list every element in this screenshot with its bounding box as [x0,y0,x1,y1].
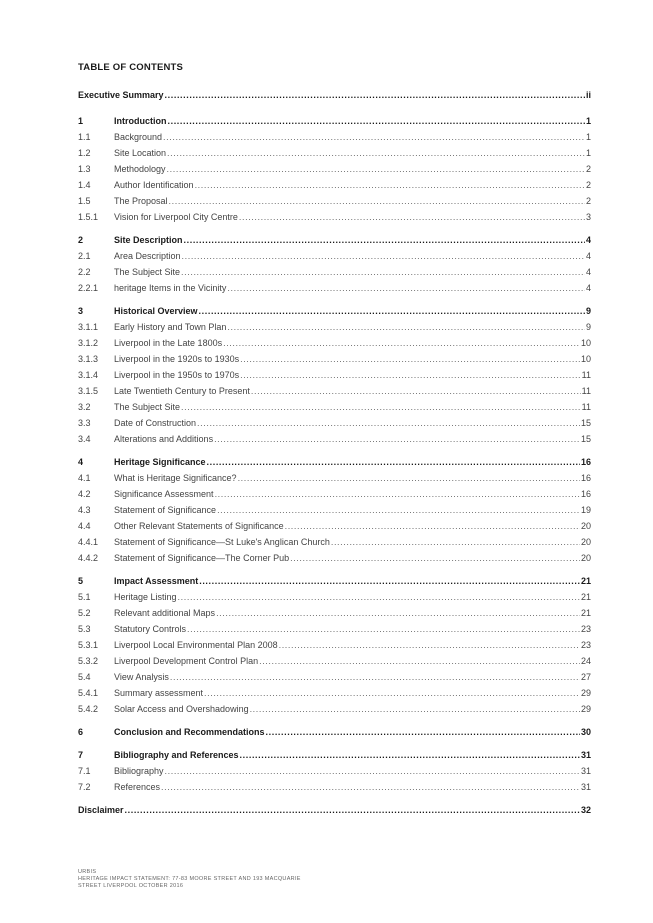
toc-entry-page: 4 [585,267,591,277]
toc-entry[interactable] [78,487,591,500]
toc-entry-page: 2 [585,196,591,206]
toc-entry-number: 2.2.1 [78,283,99,293]
toc-entry[interactable] [78,368,591,381]
toc-entry[interactable] [78,88,591,101]
toc-entry[interactable] [78,590,591,603]
toc-leader-dots [161,782,580,793]
toc-entry-number: 4.1 [78,473,91,483]
toc-leader-dots [216,608,580,619]
toc-entry-number: 1.5.1 [78,212,99,222]
toc-leader-dots [204,688,580,699]
toc-entry[interactable] [78,416,591,429]
toc-entry[interactable] [78,320,591,333]
toc-entry-title: Summary assessment [114,688,204,698]
toc-entry-number: 3.3 [78,418,91,428]
toc-leader-dots [167,148,585,159]
toc-entry[interactable] [78,146,591,159]
toc-entry-title: Site Description [114,235,183,245]
toc-entry[interactable] [78,535,591,548]
toc-entry-title: Conclusion and Recommendations [114,727,265,737]
toc-leader-dots [279,640,580,651]
toc-entry-title: Liverpool in the 1950s to 1970s [114,370,240,380]
toc-entry-title: Statement of Significance [114,505,217,515]
toc-entry-page: 20 [580,553,591,563]
toc-entry-page: 11 [581,386,591,396]
toc-entry-title: Solar Access and Overshadowing [114,704,249,714]
toc-entry[interactable] [78,336,591,349]
toc-entry[interactable] [78,265,591,278]
toc-leader-dots [178,592,580,603]
toc-entry-number: 5.4.1 [78,688,99,698]
toc-leader-dots [181,402,581,413]
toc-entry[interactable] [78,130,591,143]
toc-entry[interactable] [78,503,591,516]
toc-entry-title: Early History and Town Plan [114,322,227,332]
toc-heading: TABLE OF CONTENTS [78,62,184,73]
toc-entry-number: 3.1.1 [78,322,99,332]
toc-entry-number: 1.4 [78,180,91,190]
toc-leader-dots [199,306,585,317]
toc-leader-dots [266,727,580,738]
toc-entry-page: 11 [581,370,591,380]
toc-entry-title: Area Description [114,251,181,261]
toc-entry-page: 20 [580,521,591,531]
toc-entry-page: 29 [580,704,591,714]
toc-entry[interactable] [78,748,591,761]
toc-entry-number: 5 [78,576,84,586]
toc-entry-title: Alterations and Additions [114,434,214,444]
toc-entry-page: 21 [580,576,591,586]
toc-entry-page: 4 [585,283,591,293]
toc-entry-number: 4.4 [78,521,91,531]
toc-leader-dots [240,750,580,761]
toc-entry-page: 2 [585,164,591,174]
toc-entry[interactable] [78,384,591,397]
toc-entry-title: Date of Construction [114,418,197,428]
toc-leader-dots [240,370,581,381]
toc-entry-page: 16 [580,457,591,467]
toc-entry-page: 32 [580,805,591,815]
toc-leader-dots [167,164,585,175]
toc-entry-number: 5.4.2 [78,704,99,714]
footer-document-title: HERITAGE IMPACT STATEMENT: 77-83 MOORE STREET AND 193 MACQUARIE [78,876,301,882]
toc-entry-number: 6 [78,727,84,737]
toc-entry-title: Bibliography [114,766,164,776]
toc-entry-page: 1 [585,132,591,142]
toc-entry-number: 1.3 [78,164,91,174]
toc-entry-page: 16 [580,473,591,483]
toc-entry-title: Site Location [114,148,167,158]
toc-leader-dots [227,283,585,294]
toc-entry-title: Liverpool in the 1920s to 1930s [114,354,240,364]
toc-entry-number: 2.2 [78,267,91,277]
toc-leader-dots [331,537,580,548]
toc-entry-page: 24 [580,656,591,666]
toc-entry-page: 21 [580,592,591,602]
toc-entry-title: Heritage Significance [114,457,206,467]
toc-entry[interactable] [78,249,591,262]
toc-leader-dots [125,805,580,816]
toc-entry-page: 10 [580,354,591,364]
footer-document-subtitle: STREET LIVERPOOL OCTOBER 2016 [78,883,184,889]
toc-entry-title: Vision for Liverpool City Centre [114,212,238,222]
toc-leader-dots [217,505,580,516]
toc-entry[interactable] [78,432,591,445]
toc-entry-title: The Proposal [114,196,168,206]
toc-entry-title: Statement of Significance—St Luke's Anglican Church [114,537,330,547]
toc-entry-title: Heritage Listing [114,592,177,602]
toc-entry-title: Introduction [114,116,167,126]
toc-entry-number: 1 [78,116,84,126]
toc-entry-number: 5.4 [78,672,91,682]
toc-leader-dots [238,473,580,484]
toc-entry[interactable] [78,281,591,294]
toc-entry-number: 4.4.2 [78,553,99,563]
toc-entry[interactable] [78,702,591,715]
toc-leader-dots [290,553,580,564]
toc-entry-number: 4.3 [78,505,91,515]
toc-entry-number: 7.1 [78,766,91,776]
toc-entry-page: 10 [580,338,591,348]
toc-entry-number: 3.1.2 [78,338,99,348]
toc-leader-dots [251,386,581,397]
toc-leader-dots [285,521,580,532]
toc-entry-title: Executive Summary [78,90,164,100]
toc-leader-dots [168,116,585,127]
toc-entry[interactable] [78,670,591,683]
toc-entry-page: 31 [580,782,591,792]
toc-entry[interactable] [78,606,591,619]
toc-entry-page: 4 [585,251,591,261]
toc-leader-dots [182,251,585,262]
toc-entry-title: References [114,782,161,792]
toc-entry-title: Relevant additional Maps [114,608,216,618]
toc-entry-number: 3 [78,306,84,316]
toc-entry-page: 15 [580,418,591,428]
toc-entry-number: 3.4 [78,434,91,444]
toc-leader-dots [181,267,585,278]
toc-leader-dots [165,766,580,777]
toc-leader-dots [169,196,585,207]
toc-entry-title: Bibliography and References [114,750,239,760]
toc-entry-number: 4.2 [78,489,91,499]
toc-leader-dots [165,90,585,101]
toc-entry[interactable] [78,725,591,738]
toc-entry-number: 3.1.3 [78,354,99,364]
toc-entry-page: 21 [580,608,591,618]
toc-entry[interactable] [78,780,591,793]
toc-entry-page: 19 [580,505,591,515]
toc-entry[interactable] [78,114,591,127]
toc-entry-title: What is Heritage Significance? [114,473,237,483]
toc-leader-dots [239,212,585,223]
toc-entry-number: 1.1 [78,132,91,142]
toc-entry-title: View Analysis [114,672,169,682]
toc-entry-number: 2 [78,235,84,245]
toc-entry-title: Liverpool in the Late 1800s [114,338,223,348]
toc-entry-number: 3.2 [78,402,91,412]
toc-entry-page: 2 [585,180,591,190]
toc-entry-title: Liverpool Local Environmental Plan 2008 [114,640,278,650]
footer-company: URBIS [78,869,97,875]
toc-entry-title: Statement of Significance—The Corner Pub [114,553,290,563]
toc-entry-page: 4 [585,235,591,245]
toc-entry-number: 1.2 [78,148,91,158]
toc-entry-title: heritage Items in the Vicinity [114,283,227,293]
toc-entry-title: Methodology [114,164,166,174]
toc-entry-number: 2.1 [78,251,91,261]
toc-entry-title: Historical Overview [114,306,198,316]
toc-entry-title: Disclaimer [78,805,124,815]
toc-leader-dots [184,235,585,246]
toc-leader-dots [163,132,585,143]
toc-entry-page: 1 [585,116,591,126]
toc-entry-title: Liverpool Development Control Plan [114,656,259,666]
toc-entry[interactable] [78,686,591,699]
toc-entry[interactable] [78,574,591,587]
toc-entry-number: 5.3 [78,624,91,634]
toc-entry-page: 11 [581,402,591,412]
toc-leader-dots [195,180,585,191]
toc-entry-number: 5.1 [78,592,91,602]
toc-entry-number: 1.5 [78,196,91,206]
toc-entry-page: 9 [585,322,591,332]
toc-entry-page: 1 [585,148,591,158]
toc-entry-page: 30 [580,727,591,737]
toc-entry-title: Author Identification [114,180,194,190]
toc-entry-number: 5.3.1 [78,640,99,650]
toc-entry-page: 27 [580,672,591,682]
toc-entry-number: 4.4.1 [78,537,99,547]
toc-entry-page: 15 [580,434,591,444]
toc-entry[interactable] [78,400,591,413]
toc-entry[interactable] [78,654,591,667]
toc-entry-page: 23 [580,624,591,634]
toc-entry[interactable] [78,194,591,207]
toc-entry-title: Other Relevant Statements of Significance [114,521,284,531]
toc-entry-page: 9 [585,306,591,316]
toc-entry-number: 5.3.2 [78,656,99,666]
toc-leader-dots [170,672,580,683]
toc-entry-title: The Subject Site [114,402,181,412]
toc-entry[interactable] [78,519,591,532]
toc-leader-dots [207,457,580,468]
toc-entry[interactable] [78,551,591,564]
toc-entry[interactable] [78,455,591,468]
toc-entry-number: 3.1.5 [78,386,99,396]
toc-entry-title: Impact Assessment [114,576,199,586]
toc-leader-dots [223,338,580,349]
toc-entry[interactable] [78,638,591,651]
toc-leader-dots [259,656,580,667]
toc-entry-page: 20 [580,537,591,547]
toc-entry-page: 31 [580,750,591,760]
toc-entry-title: Late Twentieth Century to Present [114,386,250,396]
toc-entry-page: ii [585,90,591,100]
toc-entry[interactable] [78,764,591,777]
toc-entry-number: 4 [78,457,84,467]
toc-entry-page: 31 [580,766,591,776]
toc-entry-title: Statutory Controls [114,624,187,634]
toc-entry[interactable] [78,304,591,317]
toc-entry[interactable] [78,210,591,223]
toc-entry[interactable] [78,233,591,246]
toc-leader-dots [227,322,585,333]
toc-leader-dots [199,576,580,587]
toc-entry-number: 7 [78,750,84,760]
toc-leader-dots [187,624,580,635]
toc-entry[interactable] [78,178,591,191]
toc-leader-dots [197,418,580,429]
toc-entry-title: Significance Assessment [114,489,214,499]
toc-entry[interactable] [78,471,591,484]
toc-entry[interactable] [78,352,591,365]
toc-leader-dots [215,489,580,500]
page-footer [78,869,301,890]
toc-entry-title: Background [114,132,163,142]
toc-entry-number: 3.1.4 [78,370,99,380]
toc-entry[interactable] [78,622,591,635]
toc-entry-number: 5.2 [78,608,91,618]
toc-leader-dots [214,434,580,445]
toc-leader-dots [240,354,580,365]
toc-entry-page: 16 [580,489,591,499]
toc-entry-page: 3 [585,212,591,222]
toc-entry[interactable] [78,162,591,175]
toc-entry-title: The Subject Site [114,267,181,277]
toc-entry-page: 23 [580,640,591,650]
toc-entry[interactable] [78,803,591,816]
toc-entry-number: 7.2 [78,782,91,792]
toc-leader-dots [250,704,580,715]
toc-entry-page: 29 [580,688,591,698]
